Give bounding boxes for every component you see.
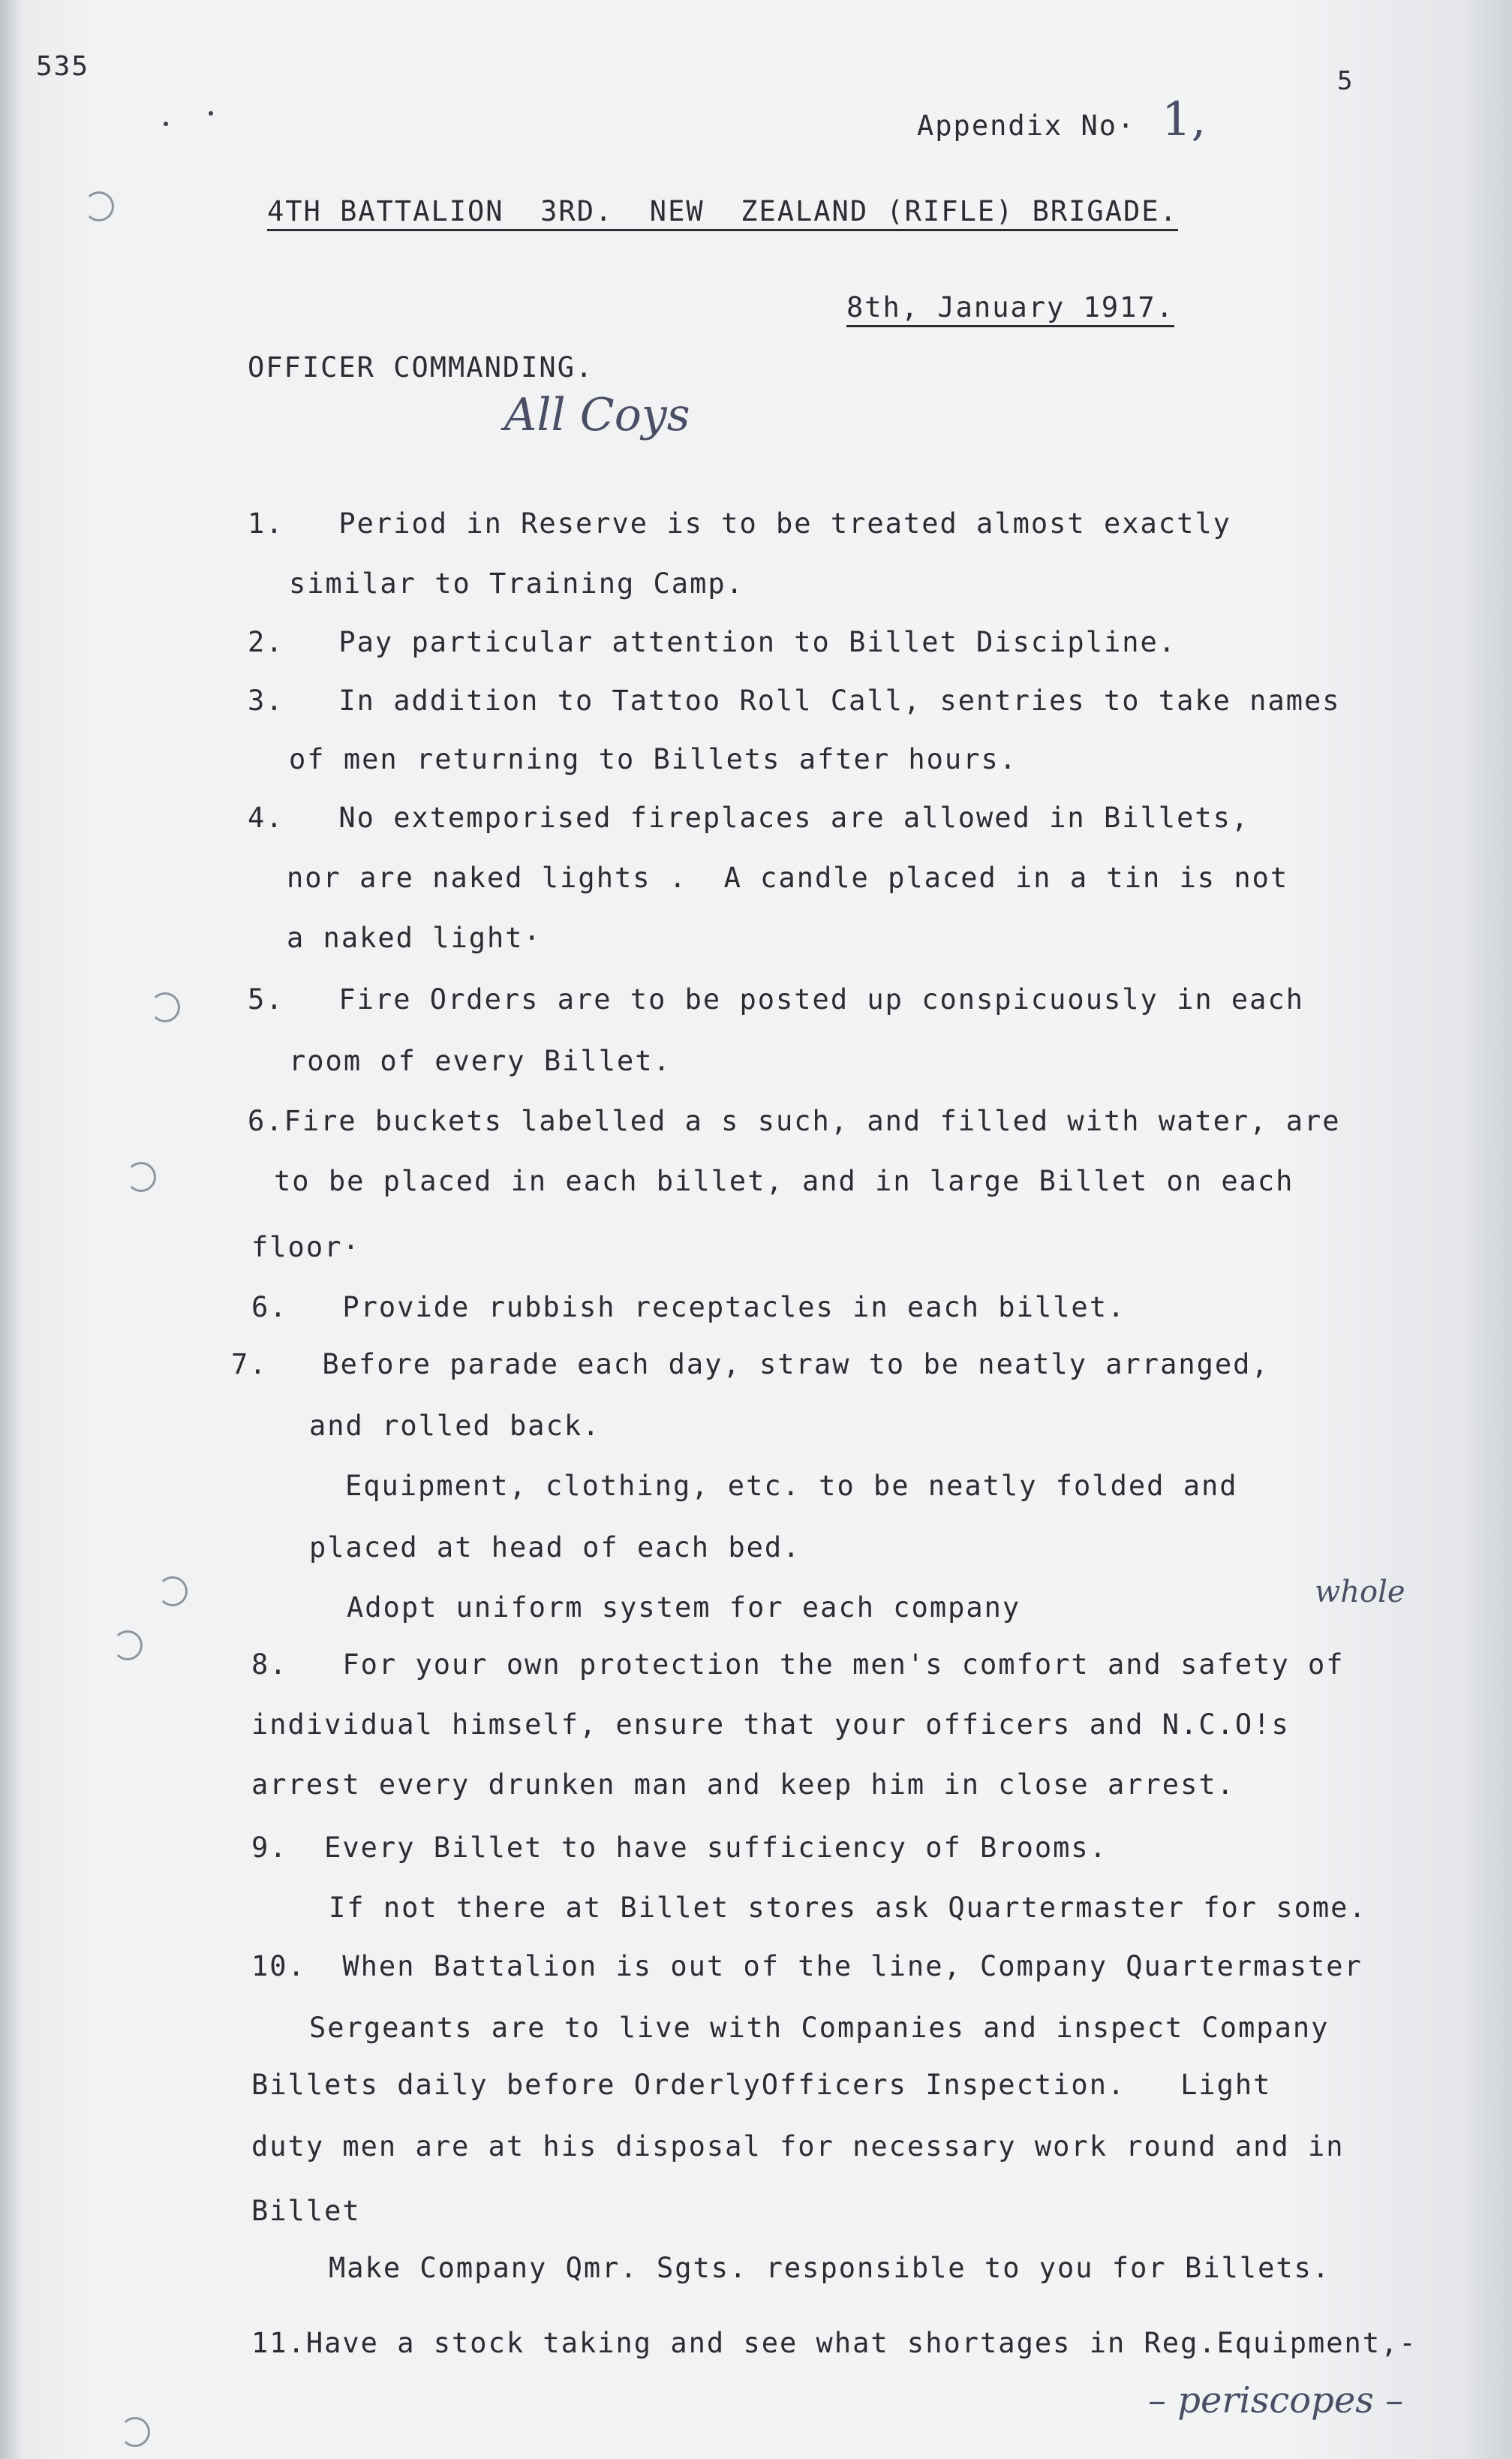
body-line: Sergeants are to live with Companies and inspect Company: [309, 2012, 1330, 2044]
body-line: 3. In addition to Tattoo Roll Call, sentries to take names: [248, 685, 1341, 717]
body-line: Equipment, clothing, etc. to be neatly folded and: [345, 1470, 1238, 1502]
punch-hole: [158, 1576, 188, 1606]
body-line: a naked light·: [287, 922, 542, 954]
appendix-label: Appendix No·: [917, 110, 1136, 142]
appendix-number: 1,: [1162, 92, 1207, 146]
body-line: room of every Billet.: [289, 1045, 672, 1077]
punch-hole: [113, 1630, 143, 1660]
punch-hole: [120, 2417, 150, 2447]
body-line: 10. When Battalion is out of the line, Company Quartermaster: [251, 1950, 1363, 1982]
handwritten-periscopes: – periscopes –: [1148, 2379, 1404, 2421]
page-number: 5: [1337, 66, 1354, 96]
body-line: Billets daily before OrderlyOfficers Inspection. Light: [251, 2069, 1272, 2101]
body-line: 6. Provide rubbish receptacles in each billet.: [251, 1291, 1126, 1323]
body-line: 2. Pay particular attention to Billet Discipline.: [248, 626, 1177, 658]
document-heading: 4TH BATTALION 3RD. NEW ZEALAND (RIFLE) BRIGADE.: [267, 195, 1178, 231]
archive-stamp-number: 535: [36, 51, 90, 82]
handwritten-insertion-whole: whole: [1315, 1575, 1405, 1609]
punch-hole: [150, 992, 180, 1022]
ink-speck: [209, 111, 213, 116]
body-line: of men returning to Billets after hours.: [289, 743, 1018, 775]
body-line: similar to Training Camp.: [289, 567, 744, 600]
body-line: nor are naked lights . A candle placed in a tin is not: [287, 862, 1289, 894]
body-line: individual himself, ensure that your officers and N.C.O!s: [251, 1708, 1290, 1741]
addressee: OFFICER COMMANDING.: [248, 351, 594, 384]
body-line: placed at head of each bed.: [309, 1531, 801, 1564]
body-line: Adopt uniform system for each company: [347, 1591, 1021, 1624]
body-line: Make Company Qmr. Sgts. responsible to you for Billets.: [329, 2252, 1331, 2284]
punch-hole: [84, 191, 114, 221]
body-line: to be placed in each billet, and in large Billet on each: [274, 1165, 1294, 1197]
body-line: 5. Fire Orders are to be posted up conspicuously in each: [248, 983, 1305, 1016]
document-date: 8th, January 1917.: [846, 291, 1174, 327]
handwritten-addressee: All Coys: [504, 389, 690, 441]
ink-speck: [164, 122, 168, 126]
body-line: duty men are at his disposal for necessary work round and in: [251, 2130, 1345, 2163]
body-line: 4. No extemporised fireplaces are allowed in Billets,: [248, 802, 1250, 834]
body-line: 6.Fire buckets labelled a s such, and filled with water, are: [248, 1105, 1341, 1137]
body-line: 8. For your own protection the men's comfort and safety of: [251, 1648, 1345, 1681]
body-line: arrest every drunken man and keep him in close arrest.: [251, 1768, 1235, 1801]
body-line: If not there at Billet stores ask Quartermaster for some.: [329, 1892, 1367, 1924]
body-line: and rolled back.: [309, 1410, 601, 1442]
body-line: floor·: [251, 1231, 361, 1263]
body-line: 11.Have a stock taking and see what shortages in Reg.Equipment,-: [251, 2327, 1417, 2359]
body-line: 1. Period in Reserve is to be treated almost exactly: [248, 507, 1231, 540]
body-line: Billet: [251, 2195, 361, 2227]
body-line: 7. Before parade each day, straw to be neatly arranged,: [231, 1348, 1270, 1380]
punch-hole: [126, 1162, 156, 1192]
body-line: 9. Every Billet to have sufficiency of Brooms.: [251, 1831, 1108, 1864]
